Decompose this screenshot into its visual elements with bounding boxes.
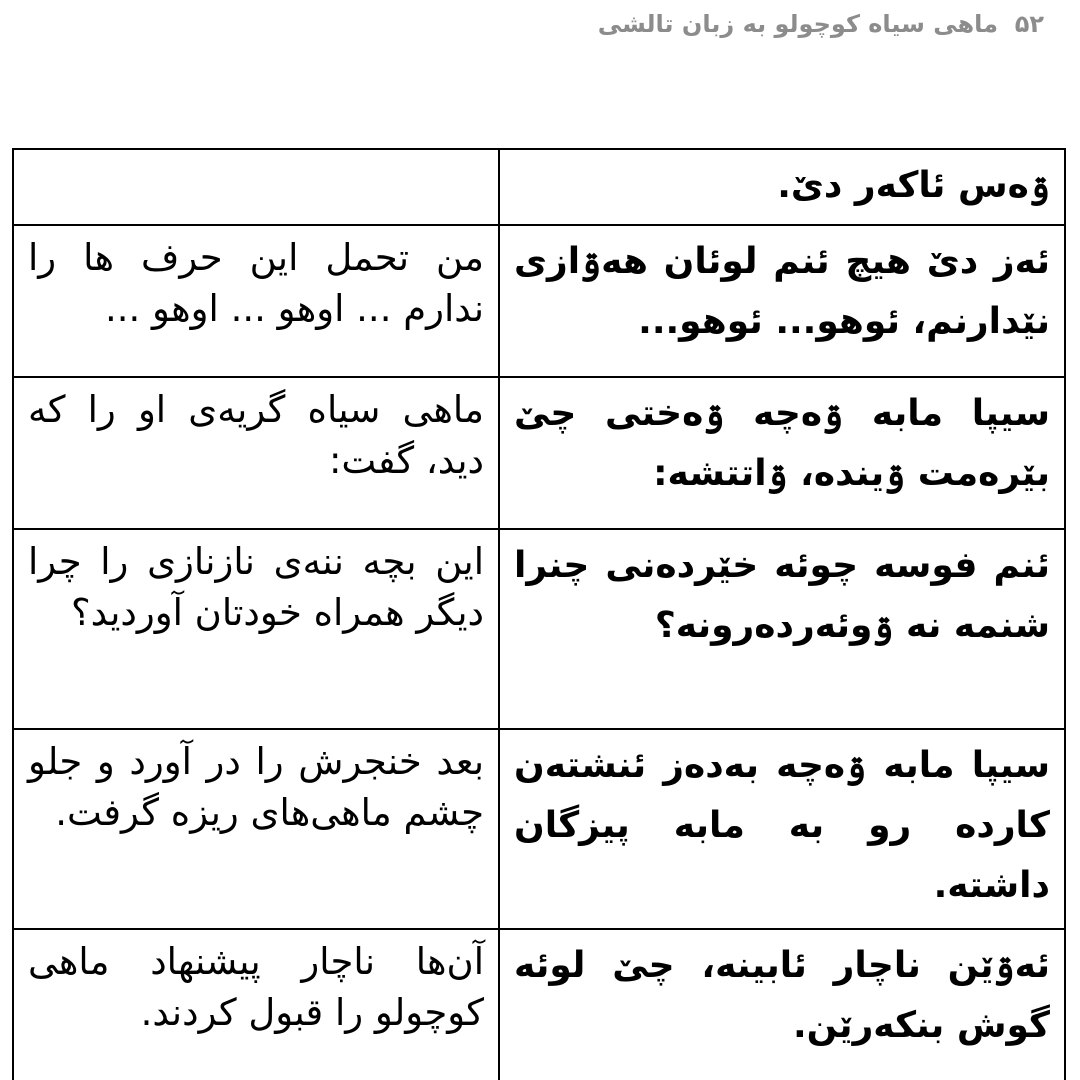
page-header	[598, 10, 1044, 38]
talishi-cell: سیپا مابە ۊەچە ۊەختی چێ بێرەمت ۊینده، ۊاتتشە:	[499, 377, 1065, 529]
talishi-cell: ئنم فوسە چوئە خێردەنی چنرا شنمە نە ۊوئەردەرونە؟	[499, 529, 1065, 729]
table-row	[13, 149, 1065, 225]
persian-cell: ماهی سیاه گریه‌ی او را که دید، گفت:	[13, 377, 499, 529]
talishi-cell: سیپا مابە ۊەچە بەدەز ئنشتەن کاردە رو بە مابە پیزگان داشتە.	[499, 729, 1065, 929]
table-row	[13, 529, 1065, 729]
table-row	[13, 729, 1065, 929]
persian-cell: من تحمل این حرف ها را ندارم ... اوهو ... اوهو ...	[13, 225, 499, 377]
page-number: ۵۲	[1014, 10, 1044, 38]
table-row	[13, 929, 1065, 1080]
persian-cell: بعد خنجرش را در آورد و جلو چشم ماهی‌های ریزه گرفت.	[13, 729, 499, 929]
talishi-cell: ئەۊێن ناچار ئابینە، چێ لوئە گوش بنکەرێن.	[499, 929, 1065, 1080]
talishi-cell: ۊەس ئاکەر دێ.	[499, 149, 1065, 225]
page-title: ماهی سیاه کوچولو به زبان تالشی	[597, 10, 998, 38]
table-row	[13, 377, 1065, 529]
persian-cell	[13, 149, 499, 225]
persian-cell: آن‌ها ناچار پیشنهاد ماهی کوچولو را قبول کردند.	[13, 929, 499, 1080]
table-row	[13, 225, 1065, 377]
bilingual-translation-table	[12, 148, 1066, 1080]
talishi-cell: ئەز دێ هیچ ئنم لوئان هەۊازی نێدارنم، ئوهو... ئوهو...	[499, 225, 1065, 377]
persian-cell: این بچه ننه‌ی نازنازی را چرا دیگر همراه خودتان آوردید؟	[13, 529, 499, 729]
